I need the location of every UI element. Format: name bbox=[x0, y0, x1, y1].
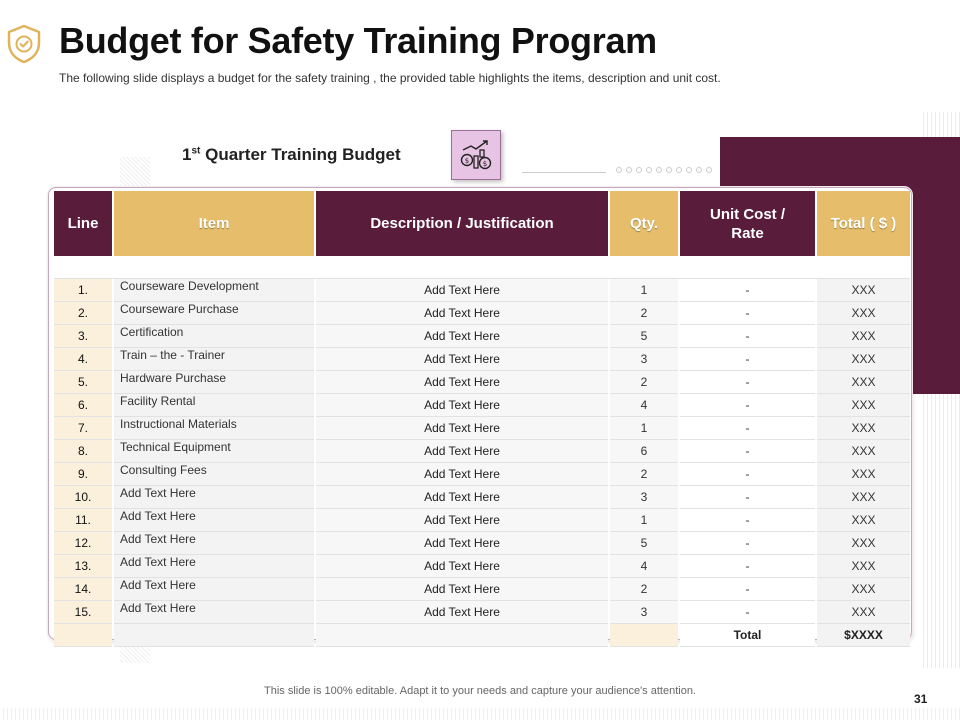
page-title: Budget for Safety Training Program bbox=[59, 20, 657, 61]
cell-description: Add Text Here bbox=[316, 417, 608, 440]
cell-total: XXX bbox=[817, 440, 910, 463]
budget-heading-superscript: st bbox=[191, 145, 201, 157]
cell-description: Add Text Here bbox=[316, 348, 608, 371]
table-row bbox=[54, 440, 910, 463]
cell-unit-cost: - bbox=[680, 486, 815, 509]
cell-qty: 3 bbox=[610, 601, 678, 624]
cell-description: Add Text Here bbox=[316, 532, 608, 555]
cell-item: Add Text Here bbox=[114, 486, 314, 509]
table-row bbox=[54, 486, 910, 509]
cell-item: Add Text Here bbox=[114, 555, 314, 578]
page-number: 31 bbox=[914, 692, 928, 706]
cell-unit-cost: - bbox=[680, 601, 815, 624]
cell-line: 10. bbox=[54, 486, 112, 509]
cell-unit-cost: - bbox=[680, 371, 815, 394]
cell-description: Add Text Here bbox=[316, 463, 608, 486]
table-row bbox=[54, 348, 910, 371]
cell-line: 8. bbox=[54, 440, 112, 463]
table-row bbox=[54, 555, 910, 578]
table-row bbox=[54, 325, 910, 348]
table-row bbox=[54, 302, 910, 325]
table-row bbox=[54, 394, 910, 417]
cell-qty: 2 bbox=[610, 463, 678, 486]
budget-heading-text: Quarter Training Budget bbox=[205, 145, 401, 164]
cell-unit-cost: - bbox=[680, 555, 815, 578]
cell-item: Technical Equipment bbox=[114, 440, 314, 463]
cell-total: XXX bbox=[817, 279, 910, 302]
cell-line: 2. bbox=[54, 302, 112, 325]
cell-line: 13. bbox=[54, 555, 112, 578]
money-growth-chart-icon bbox=[451, 130, 501, 180]
cell-description: Add Text Here bbox=[316, 371, 608, 394]
decorative-bottom-stripes bbox=[0, 708, 960, 720]
budget-heading bbox=[182, 145, 401, 165]
table-header-row bbox=[54, 191, 910, 256]
cell-line: 1. bbox=[54, 279, 112, 302]
cell-line: 11. bbox=[54, 509, 112, 532]
cell-description: Add Text Here bbox=[316, 555, 608, 578]
cell-description: Add Text Here bbox=[316, 578, 608, 601]
cell-item: Train – the - Trainer bbox=[114, 348, 314, 371]
column-header-line: Line bbox=[54, 191, 112, 256]
cell-item: Courseware Development bbox=[114, 279, 314, 302]
footer-note: This slide is 100% editable. Adapt it to your needs and capture your audience's attention. bbox=[264, 685, 696, 697]
page-subtitle: The following slide displays a budget for the safety training , the provided table highlights the items, description and unit cost. bbox=[59, 71, 721, 85]
cell-qty: 1 bbox=[610, 509, 678, 532]
table-row bbox=[54, 279, 910, 302]
cell-line: 7. bbox=[54, 417, 112, 440]
cell-line: 6. bbox=[54, 394, 112, 417]
cell-unit-cost: - bbox=[680, 394, 815, 417]
budget-heading-number: 1 bbox=[182, 145, 192, 164]
cell-qty: 3 bbox=[610, 486, 678, 509]
cell-total: XXX bbox=[817, 325, 910, 348]
decorative-dots bbox=[616, 167, 712, 173]
cell-total: XXX bbox=[817, 486, 910, 509]
cell-empty bbox=[610, 624, 678, 647]
cell-total: XXX bbox=[817, 601, 910, 624]
cell-total: XXX bbox=[817, 394, 910, 417]
cell-total: XXX bbox=[817, 532, 910, 555]
table-row bbox=[54, 463, 910, 486]
cell-description: Add Text Here bbox=[316, 440, 608, 463]
cell-unit-cost: - bbox=[680, 325, 815, 348]
table-row bbox=[54, 532, 910, 555]
cell-qty: 5 bbox=[610, 532, 678, 555]
cell-item: Instructional Materials bbox=[114, 417, 314, 440]
table-row bbox=[54, 578, 910, 601]
table-body bbox=[54, 256, 910, 647]
column-header-unit-cost: Unit Cost / Rate bbox=[680, 191, 815, 256]
svg-text:$: $ bbox=[482, 160, 488, 168]
cell-description: Add Text Here bbox=[316, 279, 608, 302]
cell-line: 5. bbox=[54, 371, 112, 394]
column-header-description: Description / Justification bbox=[316, 191, 608, 256]
cell-empty bbox=[316, 624, 608, 647]
cell-total: XXX bbox=[817, 578, 910, 601]
cell-qty: 1 bbox=[610, 417, 678, 440]
cell-qty: 2 bbox=[610, 371, 678, 394]
cell-qty: 3 bbox=[610, 348, 678, 371]
cell-total: XXX bbox=[817, 509, 910, 532]
cell-line: 3. bbox=[54, 325, 112, 348]
total-label: Total bbox=[680, 624, 815, 647]
cell-line: 14. bbox=[54, 578, 112, 601]
cell-line: 9. bbox=[54, 463, 112, 486]
cell-description: Add Text Here bbox=[316, 325, 608, 348]
cell-line: 12. bbox=[54, 532, 112, 555]
cell-item: Courseware Purchase bbox=[114, 302, 314, 325]
cell-unit-cost: - bbox=[680, 578, 815, 601]
cell-empty bbox=[54, 624, 112, 647]
cell-total: XXX bbox=[817, 417, 910, 440]
shield-check-icon bbox=[6, 24, 42, 64]
cell-qty: 2 bbox=[610, 578, 678, 601]
cell-total: XXX bbox=[817, 555, 910, 578]
cell-description: Add Text Here bbox=[316, 302, 608, 325]
cell-item: Facility Rental bbox=[114, 394, 314, 417]
cell-item: Certification bbox=[114, 325, 314, 348]
cell-qty: 1 bbox=[610, 279, 678, 302]
table-row bbox=[54, 509, 910, 532]
cell-unit-cost: - bbox=[680, 509, 815, 532]
cell-qty: 5 bbox=[610, 325, 678, 348]
cell-item: Consulting Fees bbox=[114, 463, 314, 486]
cell-description: Add Text Here bbox=[316, 601, 608, 624]
cell-unit-cost: - bbox=[680, 302, 815, 325]
cell-qty: 4 bbox=[610, 394, 678, 417]
cell-unit-cost: - bbox=[680, 440, 815, 463]
cell-unit-cost: - bbox=[680, 279, 815, 302]
cell-unit-cost: - bbox=[680, 463, 815, 486]
cell-item: Add Text Here bbox=[114, 509, 314, 532]
cell-unit-cost: - bbox=[680, 417, 815, 440]
cell-description: Add Text Here bbox=[316, 486, 608, 509]
cell-total: XXX bbox=[817, 302, 910, 325]
column-header-qty: Qty. bbox=[610, 191, 678, 256]
cell-item: Add Text Here bbox=[114, 532, 314, 555]
cell-description: Add Text Here bbox=[316, 394, 608, 417]
svg-text:$: $ bbox=[464, 157, 470, 165]
cell-line: 4. bbox=[54, 348, 112, 371]
cell-qty: 4 bbox=[610, 555, 678, 578]
cell-unit-cost: - bbox=[680, 532, 815, 555]
cell-total: XXX bbox=[817, 371, 910, 394]
table-total-row bbox=[54, 624, 910, 647]
cell-total: XXX bbox=[817, 463, 910, 486]
total-value: $XXXX bbox=[817, 624, 910, 647]
column-header-total: Total ( $ ) bbox=[817, 191, 910, 256]
decorative-line bbox=[522, 172, 606, 173]
budget-table bbox=[52, 191, 912, 647]
cell-line: 15. bbox=[54, 601, 112, 624]
cell-empty bbox=[114, 624, 314, 647]
cell-item: Add Text Here bbox=[114, 601, 314, 624]
table-row bbox=[54, 417, 910, 440]
table-row bbox=[54, 371, 910, 394]
cell-unit-cost: - bbox=[680, 348, 815, 371]
cell-item: Hardware Purchase bbox=[114, 371, 314, 394]
table-row bbox=[54, 601, 910, 624]
cell-description: Add Text Here bbox=[316, 509, 608, 532]
cell-item: Add Text Here bbox=[114, 578, 314, 601]
cell-qty: 2 bbox=[610, 302, 678, 325]
cell-qty: 6 bbox=[610, 440, 678, 463]
column-header-item: Item bbox=[114, 191, 314, 256]
cell-total: XXX bbox=[817, 348, 910, 371]
